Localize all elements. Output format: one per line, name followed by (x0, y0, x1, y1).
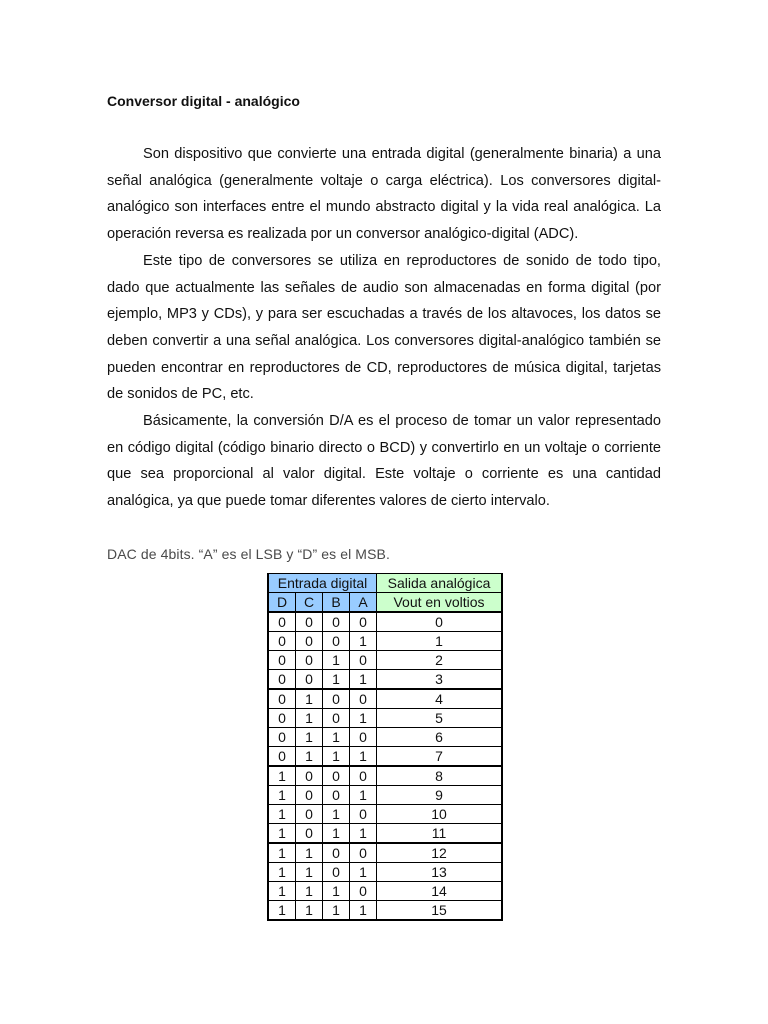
cell-c: 1 (296, 689, 323, 709)
cell-a: 1 (350, 747, 377, 767)
cell-b: 1 (323, 670, 350, 690)
cell-a: 0 (350, 882, 377, 901)
cell-vout: 1 (377, 632, 503, 651)
cell-a: 0 (350, 805, 377, 824)
cell-a: 0 (350, 689, 377, 709)
cell-c: 0 (296, 670, 323, 690)
cell-c: 1 (296, 709, 323, 728)
table-row (268, 612, 502, 632)
cell-vout: 11 (377, 824, 503, 844)
paragraph-conversion: Básicamente, la conversión D/A es el proceso de tomar un valor representado en código digital (código binario directo o BCD) y convertirlo en un voltaje o corriente que sea proporcional al valor digital. Este voltaje o corriente es una cantidad analógica, ya que puede tomar diferentes valores de cierto intervalo. (107, 413, 661, 510)
cell-vout: 5 (377, 709, 503, 728)
table-row (268, 805, 502, 824)
paragraph-intro: Son dispositivo que convierte una entrada digital (generalmente binaria) a una señal analógica (generalmente voltaje o carga eléctrica). Los conversores digital-analógico son interfaces entre el mundo abstracto digital y la vida real analógica. La operación reversa es realizada por un conversor analógico-digital (ADC). (107, 146, 661, 243)
table-row (268, 747, 502, 767)
cell-b: 1 (323, 824, 350, 844)
cell-d: 0 (268, 709, 296, 728)
cell-a: 1 (350, 632, 377, 651)
column-header-d: D (268, 593, 296, 613)
cell-d: 0 (268, 747, 296, 767)
cell-vout: 12 (377, 843, 503, 863)
table-row (268, 689, 502, 709)
cell-c: 1 (296, 843, 323, 863)
cell-d: 0 (268, 651, 296, 670)
table-row (268, 651, 502, 670)
table-body (268, 612, 502, 920)
cell-d: 0 (268, 689, 296, 709)
cell-d: 0 (268, 670, 296, 690)
column-header-b: B (323, 593, 350, 613)
cell-vout: 13 (377, 863, 503, 882)
cell-b: 0 (323, 786, 350, 805)
cell-vout: 3 (377, 670, 503, 690)
cell-b: 1 (323, 805, 350, 824)
cell-b: 0 (323, 632, 350, 651)
cell-c: 0 (296, 766, 323, 786)
cell-c: 0 (296, 612, 323, 632)
cell-d: 1 (268, 882, 296, 901)
cell-b: 1 (323, 728, 350, 747)
cell-b: 0 (323, 709, 350, 728)
cell-vout: 4 (377, 689, 503, 709)
table-caption: DAC de 4bits. “A” es el LSB y “D” es el MSB. (107, 546, 390, 562)
cell-a: 1 (350, 786, 377, 805)
cell-vout: 0 (377, 612, 503, 632)
cell-c: 0 (296, 651, 323, 670)
table-row (268, 786, 502, 805)
table-row (268, 728, 502, 747)
cell-vout: 7 (377, 747, 503, 767)
cell-a: 1 (350, 863, 377, 882)
cell-a: 0 (350, 651, 377, 670)
cell-b: 1 (323, 901, 350, 921)
cell-vout: 2 (377, 651, 503, 670)
cell-b: 0 (323, 689, 350, 709)
column-header-a: A (350, 593, 377, 613)
cell-c: 0 (296, 805, 323, 824)
cell-a: 1 (350, 901, 377, 921)
cell-a: 1 (350, 824, 377, 844)
cell-c: 0 (296, 786, 323, 805)
cell-c: 1 (296, 901, 323, 921)
document-body (107, 141, 661, 515)
cell-c: 1 (296, 863, 323, 882)
dac-truth-table (267, 573, 503, 921)
cell-d: 1 (268, 863, 296, 882)
table-row (268, 901, 502, 921)
cell-a: 0 (350, 843, 377, 863)
table-row (268, 824, 502, 844)
table-row (268, 766, 502, 786)
column-header-vout: Vout en voltios (377, 593, 503, 613)
cell-c: 0 (296, 632, 323, 651)
cell-vout: 8 (377, 766, 503, 786)
cell-b: 0 (323, 612, 350, 632)
cell-vout: 10 (377, 805, 503, 824)
cell-c: 0 (296, 824, 323, 844)
cell-a: 0 (350, 766, 377, 786)
cell-vout: 9 (377, 786, 503, 805)
cell-b: 1 (323, 651, 350, 670)
cell-d: 1 (268, 824, 296, 844)
cell-d: 0 (268, 612, 296, 632)
cell-vout: 6 (377, 728, 503, 747)
cell-a: 0 (350, 728, 377, 747)
cell-c: 1 (296, 728, 323, 747)
cell-b: 0 (323, 843, 350, 863)
cell-a: 1 (350, 709, 377, 728)
table-row (268, 863, 502, 882)
cell-d: 1 (268, 843, 296, 863)
cell-b: 0 (323, 766, 350, 786)
cell-b: 1 (323, 747, 350, 767)
cell-d: 1 (268, 786, 296, 805)
cell-c: 1 (296, 747, 323, 767)
cell-a: 0 (350, 612, 377, 632)
table-row (268, 670, 502, 690)
cell-a: 1 (350, 670, 377, 690)
column-header-c: C (296, 593, 323, 613)
paragraph-uses: Este tipo de conversores se utiliza en reproductores de sonido de todo tipo, dado que actualmente las señales de audio son almacenadas en forma digital (por ejemplo, MP3 y CDs), y para ser escuchadas a través de los altavoces, los datos se deben convertir a una señal analógica. Los conversores digital-analógico también se pueden encontrar en reproductores de CD, reproductores de música digital, tarjetas de sonidos de PC, etc. (107, 252, 661, 403)
table-row (268, 843, 502, 863)
cell-d: 0 (268, 632, 296, 651)
cell-d: 1 (268, 766, 296, 786)
cell-b: 0 (323, 863, 350, 882)
cell-d: 1 (268, 805, 296, 824)
table-row (268, 882, 502, 901)
table-row (268, 632, 502, 651)
cell-d: 0 (268, 728, 296, 747)
group-header-output: Salida analógica (377, 574, 503, 593)
cell-b: 1 (323, 882, 350, 901)
cell-vout: 15 (377, 901, 503, 921)
cell-d: 1 (268, 901, 296, 921)
group-header-input: Entrada digital (268, 574, 377, 593)
cell-c: 1 (296, 882, 323, 901)
document-title: Conversor digital - analógico (107, 93, 300, 109)
cell-vout: 14 (377, 882, 503, 901)
table-row (268, 709, 502, 728)
